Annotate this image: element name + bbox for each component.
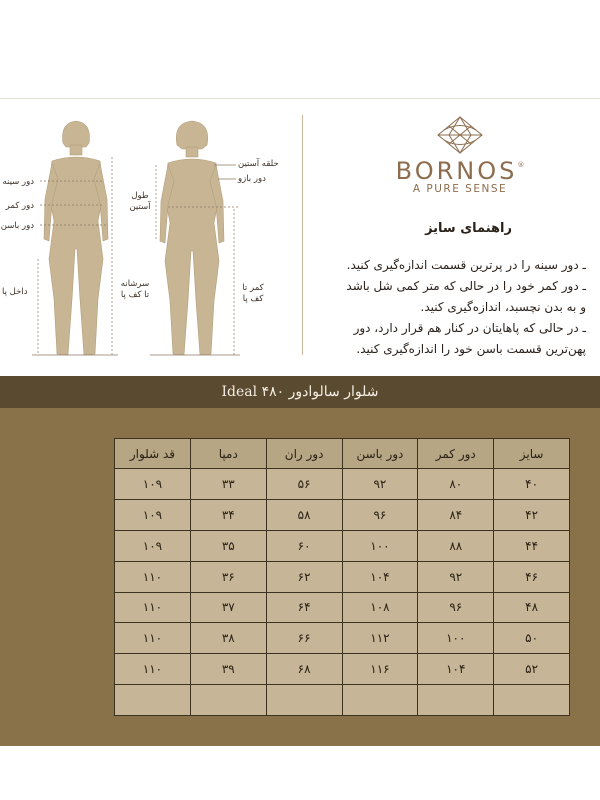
- brand-block: [372, 115, 548, 195]
- table-cell: ۶۲: [266, 561, 342, 592]
- guide-line: ـ در حالی که پاهایتان در کنار هم قرار دارد، دور: [353, 321, 586, 335]
- table-cell: ۹۶: [342, 499, 418, 530]
- table-cell: ۵۸: [266, 499, 342, 530]
- table-cell: ۴۶: [494, 561, 570, 592]
- table-cell: [342, 685, 418, 716]
- brand-tagline: A PURE SENSE: [412, 183, 508, 195]
- header-size: سایز: [494, 439, 570, 469]
- table-row: [115, 561, 570, 592]
- table-cell: ۳۴: [190, 499, 266, 530]
- table-cell: ۱۰۹: [115, 499, 191, 530]
- table-cell: ۳۷: [190, 592, 266, 623]
- table-cell: ۸۸: [418, 530, 494, 561]
- size-table: [114, 438, 570, 716]
- table-row-empty: [115, 685, 570, 716]
- front-body-figure: [44, 121, 108, 355]
- size-table-section: [0, 408, 600, 746]
- brand-name: BORNOS®: [395, 157, 525, 185]
- header-thigh: دور ران: [266, 439, 342, 469]
- label-inseam: داخل پا: [2, 287, 28, 297]
- body-figures-illustration: [0, 99, 300, 379]
- bornos-logo-icon: [434, 115, 486, 155]
- table-cell: ۱۱۰: [115, 592, 191, 623]
- label-shoulder-to-palm: سرشانه تا کف پا: [120, 279, 150, 300]
- table-cell: ۱۱۰: [115, 561, 191, 592]
- label-armhole: حلقه آستین: [238, 159, 279, 169]
- table-row: [115, 592, 570, 623]
- bottom-whitespace: [0, 746, 600, 800]
- label-arm-length: طول آستین: [129, 191, 151, 212]
- label-upper-arm: دور بازو: [238, 174, 266, 184]
- table-cell: ۴۰: [494, 469, 570, 500]
- label-bust: دور سینه: [2, 177, 34, 187]
- guide-line: ـ دور سینه را در پرترین قسمت اندازه‌گیری کنید.: [346, 258, 586, 272]
- table-cell: ۳۸: [190, 623, 266, 654]
- table-cell: [190, 685, 266, 716]
- table-cell: ۱۱۰: [115, 654, 191, 685]
- table-row: [115, 530, 570, 561]
- table-cell: ۱۰۰: [342, 530, 418, 561]
- table-row: [115, 469, 570, 500]
- guide-title: راهنمای سایز: [425, 221, 512, 236]
- guide-instructions: [296, 255, 586, 360]
- table-cell: ۱۰۹: [115, 530, 191, 561]
- table-cell: ۹۲: [418, 561, 494, 592]
- product-title: شلوار سالوادور ۴۸۰ Ideal: [221, 384, 379, 400]
- table-cell: ۱۰۸: [342, 592, 418, 623]
- header-hip: دور باسن: [342, 439, 418, 469]
- table-cell: ۱۱۲: [342, 623, 418, 654]
- table-cell: [115, 685, 191, 716]
- table-header-row: [115, 439, 570, 469]
- table-row: [115, 654, 570, 685]
- table-cell: [494, 685, 570, 716]
- table-cell: ۹۶: [418, 592, 494, 623]
- table-cell: ۶۸: [266, 654, 342, 685]
- table-cell: ۴۸: [494, 592, 570, 623]
- table-cell: ۵۶: [266, 469, 342, 500]
- header-waist: دور کمر: [418, 439, 494, 469]
- table-cell: ۱۰۴: [342, 561, 418, 592]
- table-cell: ۳۶: [190, 561, 266, 592]
- table-cell: ۵۲: [494, 654, 570, 685]
- table-cell: [418, 685, 494, 716]
- table-cell: ۳۵: [190, 530, 266, 561]
- size-guide-section: [0, 98, 600, 378]
- body-figures-svg: [0, 99, 300, 379]
- table-cell: ۱۰۹: [115, 469, 191, 500]
- table-cell: ۱۰۴: [418, 654, 494, 685]
- table-cell: ۳۹: [190, 654, 266, 685]
- table-cell: ۴۴: [494, 530, 570, 561]
- label-waist: دور کمر: [5, 201, 34, 211]
- table-row: [115, 623, 570, 654]
- table-cell: ۳۳: [190, 469, 266, 500]
- table-cell: ۹۲: [342, 469, 418, 500]
- table-cell: ۸۰: [418, 469, 494, 500]
- guide-line: ـ دور کمر خود را در حالی که متر کمی شل باشد: [346, 279, 586, 293]
- header-hem: دمپا: [190, 439, 266, 469]
- table-cell: ۶۴: [266, 592, 342, 623]
- guide-line: پهن‌ترین قسمت باسن خود را اندازه‌گیری کنید.: [356, 342, 586, 356]
- table-cell: ۶۰: [266, 530, 342, 561]
- table-cell: ۱۰۰: [418, 623, 494, 654]
- table-cell: [266, 685, 342, 716]
- product-title-bar: [0, 376, 600, 408]
- table-cell: ۸۴: [418, 499, 494, 530]
- label-hip: دور باسن: [0, 221, 34, 231]
- table-cell: ۵۰: [494, 623, 570, 654]
- header-length: قد شلوار: [115, 439, 191, 469]
- back-body-figure: [160, 121, 224, 355]
- label-waist-to-palm: کمر تا کف پا: [242, 283, 264, 304]
- table-cell: ۱۱۰: [115, 623, 191, 654]
- guide-line: و به بدن نچسبد، اندازه‌گیری کنید.: [420, 300, 586, 314]
- table-cell: ۴۲: [494, 499, 570, 530]
- table-cell: ۶۶: [266, 623, 342, 654]
- table-row: [115, 499, 570, 530]
- table-cell: ۱۱۶: [342, 654, 418, 685]
